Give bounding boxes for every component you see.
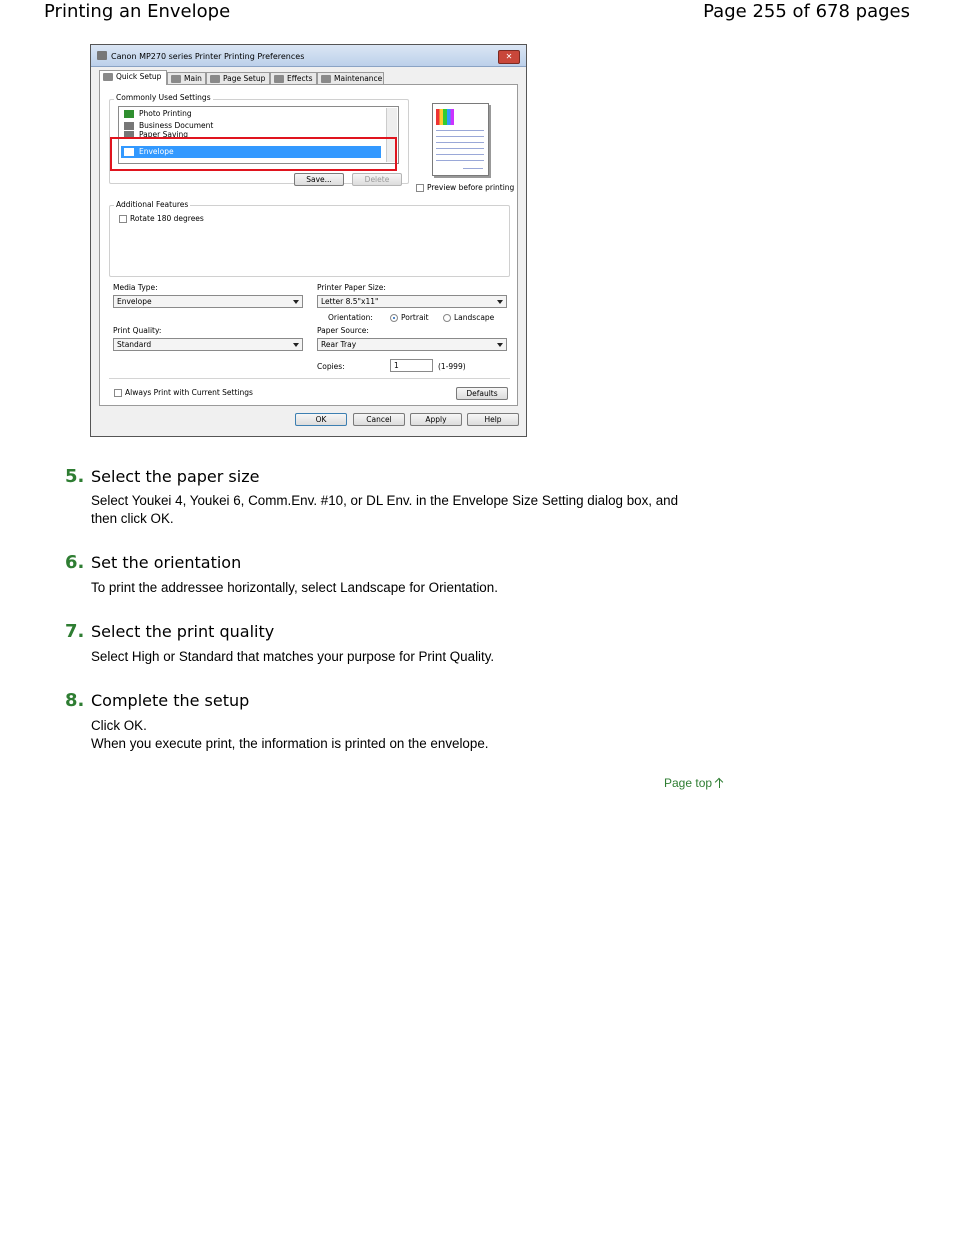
step-title: Select the print quality	[91, 622, 275, 641]
copies-spinner[interactable]	[390, 359, 433, 372]
additional-features-label: Additional Features	[116, 200, 189, 209]
print-quality-label: Print Quality:	[113, 326, 162, 335]
step-number: 5.	[65, 466, 85, 487]
arrow-up-icon	[714, 777, 725, 789]
commonly-used-label: Commonly Used Settings	[116, 93, 211, 102]
page-top-label: Page top	[664, 776, 713, 790]
step-text: then click OK.	[91, 511, 174, 526]
dialog-title: Canon MP270 series Printer Printing Preferences	[111, 52, 305, 61]
list-item-label: Photo Printing	[139, 109, 192, 118]
preview-line	[436, 136, 484, 137]
always-print-checkbox[interactable]	[114, 389, 122, 397]
page-header-title: Printing an Envelope	[44, 1, 231, 22]
effects-icon	[274, 75, 284, 83]
step-body	[91, 717, 731, 753]
preview-line	[436, 142, 484, 143]
dialog-title-bar	[91, 45, 526, 67]
paper-source-select[interactable]	[317, 338, 507, 351]
tab-quick-setup[interactable]	[99, 70, 167, 85]
chevron-down-icon	[293, 343, 299, 347]
page-number: Page 255 of 678 pages	[703, 1, 910, 22]
printer-preferences-dialog	[90, 44, 527, 437]
chevron-down-icon	[293, 300, 299, 304]
main-icon	[171, 75, 181, 83]
paper-size-select[interactable]	[317, 295, 507, 308]
step-body	[91, 579, 731, 597]
tab-label: Effects	[287, 74, 313, 83]
preview-line	[436, 148, 484, 149]
copies-label: Copies:	[317, 362, 345, 371]
delete-button[interactable]: Delete	[352, 173, 402, 186]
save-button[interactable]: Save...	[294, 173, 344, 186]
landscape-radio[interactable]	[443, 314, 451, 322]
landscape-label: Landscape	[454, 313, 495, 322]
paper-source-value: Rear Tray	[321, 340, 357, 349]
paper-preview	[432, 103, 489, 176]
cancel-button[interactable]: Cancel	[353, 413, 405, 426]
quick-setup-icon	[103, 73, 113, 81]
step-body	[91, 648, 731, 666]
tab-label: Page Setup	[223, 74, 266, 83]
tab-main[interactable]	[167, 72, 206, 84]
step-text: Select Youkei 4, Youkei 6, Comm.Env. #10, or DL Env. in the Envelope Size Setting dialog box, and	[91, 493, 679, 508]
step-title: Complete the setup	[91, 691, 250, 710]
tab-maintenance[interactable]	[317, 72, 384, 84]
quick-setup-panel	[99, 84, 518, 406]
step-text: To print the addressee horizontally, select Landscape for Orientation.	[91, 580, 498, 595]
paper-source-label: Paper Source:	[317, 326, 369, 335]
highlight-frame	[110, 137, 397, 171]
chevron-down-icon	[497, 300, 503, 304]
separator	[109, 378, 510, 379]
orientation-label: Orientation:	[328, 313, 373, 322]
chevron-down-icon	[497, 343, 503, 347]
defaults-button[interactable]: Defaults	[456, 387, 508, 400]
rotate-label: Rotate 180 degrees	[130, 214, 204, 223]
print-quality-value: Standard	[117, 340, 152, 349]
step-number: 7.	[65, 621, 85, 642]
list-item[interactable]	[121, 108, 381, 120]
print-quality-select[interactable]	[113, 338, 303, 351]
step-body	[91, 492, 731, 528]
step-number: 8.	[65, 690, 85, 711]
media-type-value: Envelope	[117, 297, 152, 306]
step-number: 6.	[65, 552, 85, 573]
paper-size-label: Printer Paper Size:	[317, 283, 386, 292]
preview-line	[436, 160, 484, 161]
portrait-label: Portrait	[401, 313, 429, 322]
preview-label: Preview before printing	[427, 183, 515, 192]
tab-label: Maintenance	[334, 74, 383, 83]
document-icon	[124, 122, 134, 130]
list-item-label: Paper Saving	[139, 131, 189, 139]
list-item-label: Envelope	[139, 147, 174, 156]
printer-icon	[97, 51, 107, 60]
portrait-radio[interactable]	[390, 314, 398, 322]
step-title: Set the orientation	[91, 553, 242, 572]
tab-page-setup[interactable]	[206, 72, 270, 84]
step-title: Select the paper size	[91, 467, 260, 486]
paper-size-value: Letter 8.5"x11"	[321, 297, 379, 306]
help-button[interactable]: Help	[467, 413, 519, 426]
list-item-label: Business Document	[139, 121, 214, 130]
tab-effects[interactable]	[270, 72, 317, 84]
rotate-checkbox[interactable]	[119, 215, 127, 223]
copies-value: 1	[394, 361, 399, 370]
preview-line	[436, 130, 484, 131]
maintenance-icon	[321, 75, 331, 83]
tab-label: Quick Setup	[116, 72, 162, 81]
step-text: Select High or Standard that matches your purpose for Print Quality.	[91, 649, 495, 664]
apply-button[interactable]: Apply	[410, 413, 462, 426]
page-top-link[interactable]	[664, 776, 725, 790]
tab-label: Main	[184, 74, 202, 83]
color-bars	[436, 109, 454, 125]
media-type-select[interactable]	[113, 295, 303, 308]
preview-line	[463, 168, 483, 169]
preview-line	[436, 154, 484, 155]
copies-range: (1-999)	[438, 362, 466, 371]
step-text: When you execute print, the information is printed on the envelope.	[91, 736, 489, 751]
preview-checkbox[interactable]	[416, 184, 424, 192]
ok-button[interactable]: OK	[295, 413, 347, 426]
media-type-label: Media Type:	[113, 283, 158, 292]
close-button[interactable]: ✕	[498, 50, 520, 64]
always-print-label: Always Print with Current Settings	[125, 388, 253, 397]
step-text: Click OK.	[91, 718, 147, 733]
page-setup-icon	[210, 75, 220, 83]
photo-icon	[124, 110, 134, 118]
